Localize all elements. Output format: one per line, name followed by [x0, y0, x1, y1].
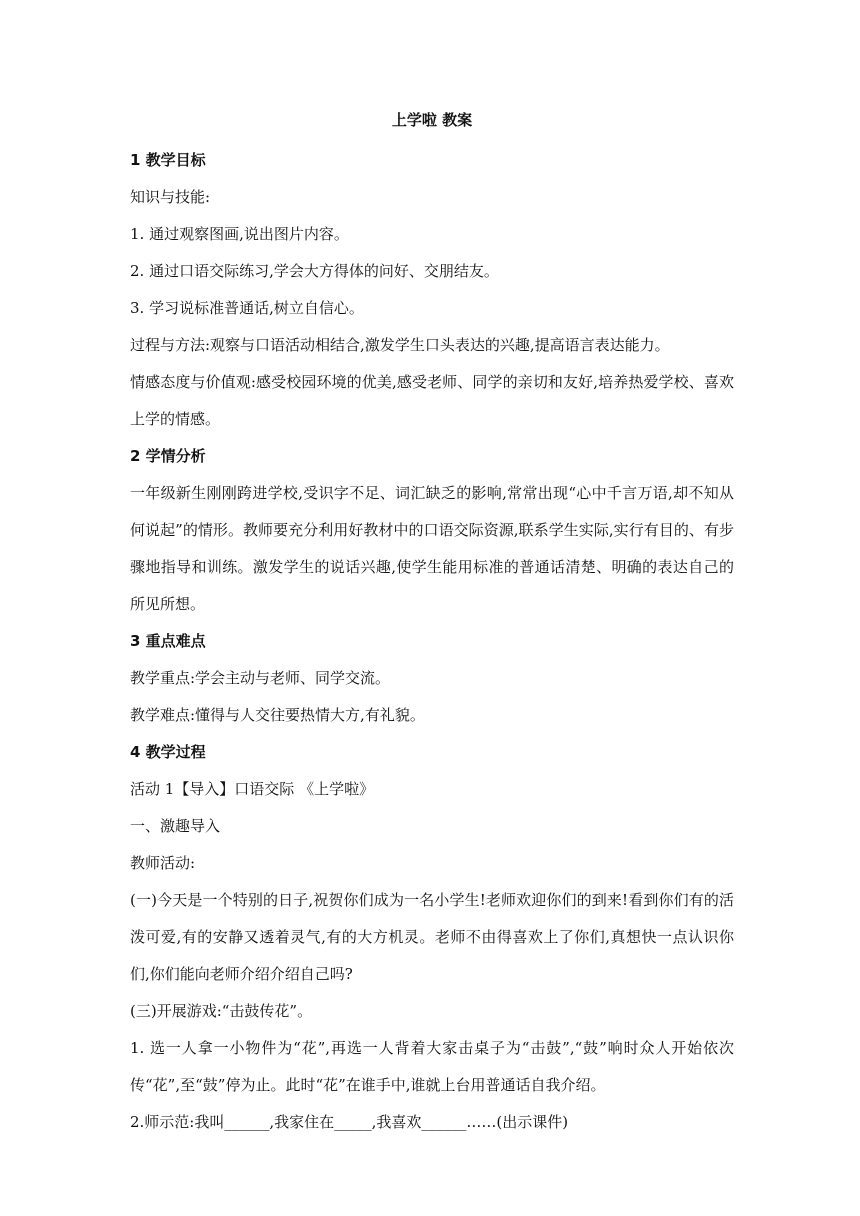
objectives-item-1: 1. 通过观察图画,说出图片内容。: [130, 225, 349, 243]
section-heading-key-points: 3 重点难点: [130, 632, 206, 650]
section-heading-teaching-process: 4 教学过程: [130, 743, 206, 761]
game-rule-1: 1. 选一人拿一小物件为“花”,再选一人背着大家击桌子为“击鼓”,“鼓”响时众人开始依次传“花”,至“鼓”停为止。此时“花”在谁手中,谁就上台用普通话自我介绍。: [130, 1039, 734, 1094]
objectives-item-3: 3. 学习说标准普通话,树立自信心。: [130, 299, 364, 317]
teacher-demo-line: 2.师示范:我叫______,我家住在_____,我喜欢______……(出示课件): [130, 1113, 569, 1131]
section-heading-learner-analysis: 2 学情分析: [130, 447, 206, 465]
activity-1-title: 活动 1【导入】口语交际 《上学啦》: [130, 780, 375, 798]
teacher-activity-paragraph-1: (一)今天是一个特别的日子,祝贺你们成为一名小学生!老师欢迎你们的到来!看到你们有的活泼可爱,有的安静又透着灵气,有的大方机灵。老师不由得喜欢上了你们,真想快一点认识你们,你们能向老师介绍介绍自己吗?: [130, 891, 734, 983]
objectives-item-2: 2. 通过口语交际练习,学会大方得体的问好、交朋结友。: [130, 262, 499, 280]
section-heading-objectives: 1 教学目标: [130, 151, 206, 169]
objectives-emotion-values: 情感态度与价值观:感受校园环境的优美,感受老师、同学的亲切和友好,培养热爱学校、喜欢上学的情感。: [130, 373, 734, 428]
objectives-knowledge-label: 知识与技能:: [130, 188, 211, 206]
key-point-difficulty: 教学难点:懂得与人交往要热情大方,有礼貌。: [130, 706, 425, 724]
learner-analysis-paragraph: 一年级新生刚刚跨进学校,受识字不足、词汇缺乏的影响,常常出现“心中千言万语,却不知从何说起”的情形。教师要充分利用好教材中的口语交际资源,联系学生实际,实行有目的、有步骤地指导和训练。激发学生的说话兴趣,使学生能用标准的普通话清楚、明确的表达自己的所见所想。: [130, 484, 734, 613]
key-point-focus: 教学重点:学会主动与老师、同学交流。: [130, 669, 391, 687]
document-title: 上学啦 教案: [391, 111, 473, 129]
teacher-activity-label: 教师活动:: [130, 854, 196, 872]
activity-1-step-intro: 一、激趣导入: [130, 817, 221, 835]
document-body: [130, 108, 734, 1141]
teacher-activity-game: (三)开展游戏:“击鼓传花”。: [130, 1002, 313, 1020]
objectives-process-method: 过程与方法:观察与口语活动相结合,激发学生口头表达的兴趣,提高语言表达能力。: [130, 336, 670, 354]
